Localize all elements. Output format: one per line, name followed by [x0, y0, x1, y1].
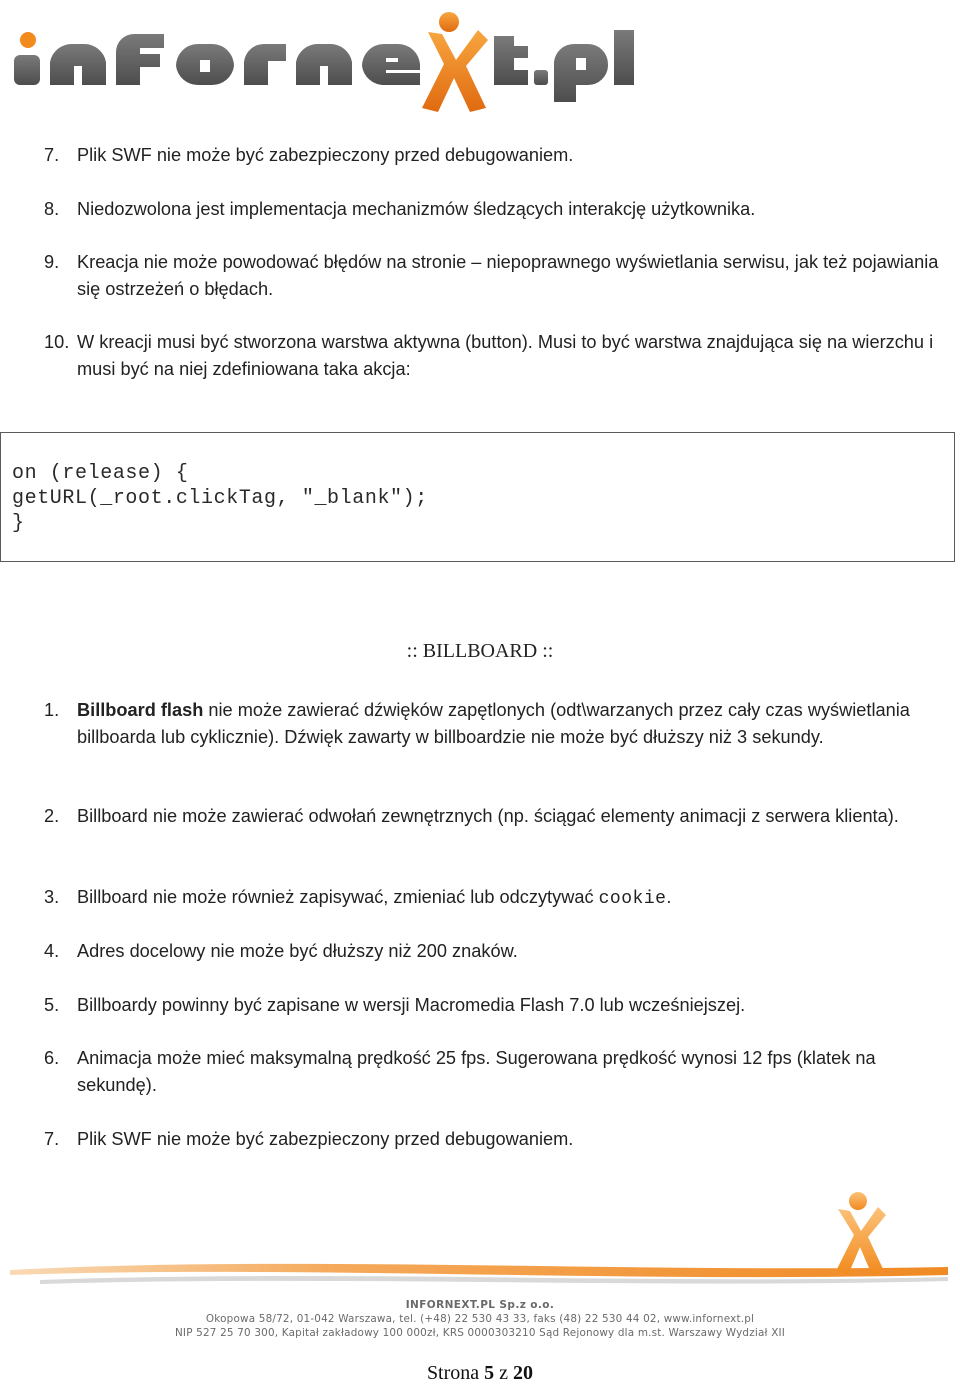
- footer-swoosh-graphic: [0, 1185, 960, 1300]
- page-separator: z: [499, 1362, 509, 1384]
- list-item-text: Animacja może mieć maksymalną prędkość 25 fps. Sugerowana prędkość wynosi 12 fps (klatek na sekundę).: [77, 1048, 876, 1095]
- list-item-body: Billboard nie może również zapisywać, zmieniać lub odczytywać: [77, 887, 599, 907]
- list-item-text: Kreacja nie może powodować błędów na stronie – niepoprawnego wyświetlania serwisu, jak też pojawiania się ostrzeżeń o błędach.: [77, 252, 939, 299]
- list-item-text: Plik SWF nie może być zabezpieczony przed debugowaniem.: [77, 1129, 574, 1149]
- list-item-number: 3.: [44, 887, 60, 907]
- list-item: [44, 196, 944, 223]
- list-item-number: 6.: [44, 1048, 60, 1068]
- list-item-number: 5.: [44, 995, 60, 1015]
- list-item-number: 7.: [44, 1129, 60, 1149]
- list-item: [44, 1126, 944, 1153]
- list-item-text: Adres docelowy nie może być dłuższy niż 200 znaków.: [77, 941, 518, 961]
- list-item-body: nie może zawierać dźwięków zapętlonych (odt\warzanych przez cały czas wyświetlania billboarda lub cyklicznie). Dźwięk zawarty w billboardzie nie może być dłuższy niż 3 sekundy.: [77, 700, 910, 747]
- list-item-number: 1.: [44, 700, 60, 720]
- page-total: 20: [513, 1362, 534, 1384]
- page-number: [0, 1362, 960, 1385]
- list-item-text: [77, 697, 944, 750]
- page-current: 5: [484, 1362, 495, 1384]
- list-item: [44, 992, 944, 1019]
- section-title: :: BILLBOARD ::: [406, 640, 554, 662]
- page-label: Strona: [426, 1362, 480, 1384]
- code-snippet-box: [0, 432, 955, 562]
- infornext-logo: [8, 0, 648, 118]
- list-item-text: W kreacji musi być stworzona warstwa aktywna (button). Musi to być warstwa znajdująca się na wierzchu i musi być na niej zdefiniowana taka akcja:: [77, 332, 934, 379]
- list-item: [44, 697, 944, 750]
- inline-code: cookie: [598, 889, 667, 909]
- footer-company-name: INFORNEXT.PL Sp.z o.o.: [405, 1299, 555, 1311]
- list-item-punct: .: [666, 887, 672, 907]
- list-item: [44, 142, 944, 169]
- list-item: [44, 803, 944, 830]
- list-item-text: [77, 884, 944, 913]
- list-item: [44, 884, 944, 913]
- list-item-number: 2.: [44, 806, 60, 826]
- list-item: [44, 329, 944, 382]
- list-item: [44, 1045, 944, 1098]
- list-item-number: 8.: [44, 199, 60, 219]
- code-line: on (release) {: [12, 462, 189, 485]
- code-line: getURL(_root.clickTag, "_blank");: [12, 487, 428, 510]
- list-item-text: Billboardy powinny być zapisane w wersji Macromedia Flash 7.0 lub wcześniejszej.: [77, 995, 746, 1015]
- list-item-text: Niedozwolona jest implementacja mechanizmów śledzących interakcję użytkownika.: [77, 199, 756, 219]
- code-line: }: [12, 512, 25, 535]
- footer-address: Okopowa 58/72, 01-042 Warszawa, tel. (+48) 22 530 43 33, faks (48) 22 530 44 02, www.infornext.pl: [205, 1313, 755, 1325]
- list-item: [44, 249, 944, 302]
- list-item: [44, 938, 944, 965]
- list-item-number: 4.: [44, 941, 60, 961]
- list-item-text: Billboard nie może zawierać odwołań zewnętrznych (np. ściągać elementy animacji z serwera klienta).: [77, 806, 899, 826]
- list-item-bold: Billboard flash: [77, 700, 204, 720]
- list-item-text: Plik SWF nie może być zabezpieczony przed debugowaniem.: [77, 145, 574, 165]
- footer-registry: NIP 527 25 70 300, Kapitał zakładowy 100 000zł, KRS 0000303210 Sąd Rejonowy dla m.st. Warszawy Wydział XII: [174, 1327, 786, 1339]
- list-item-number: 9.: [44, 252, 60, 272]
- list-item-number: 10.: [44, 332, 70, 352]
- list-item-number: 7.: [44, 145, 60, 165]
